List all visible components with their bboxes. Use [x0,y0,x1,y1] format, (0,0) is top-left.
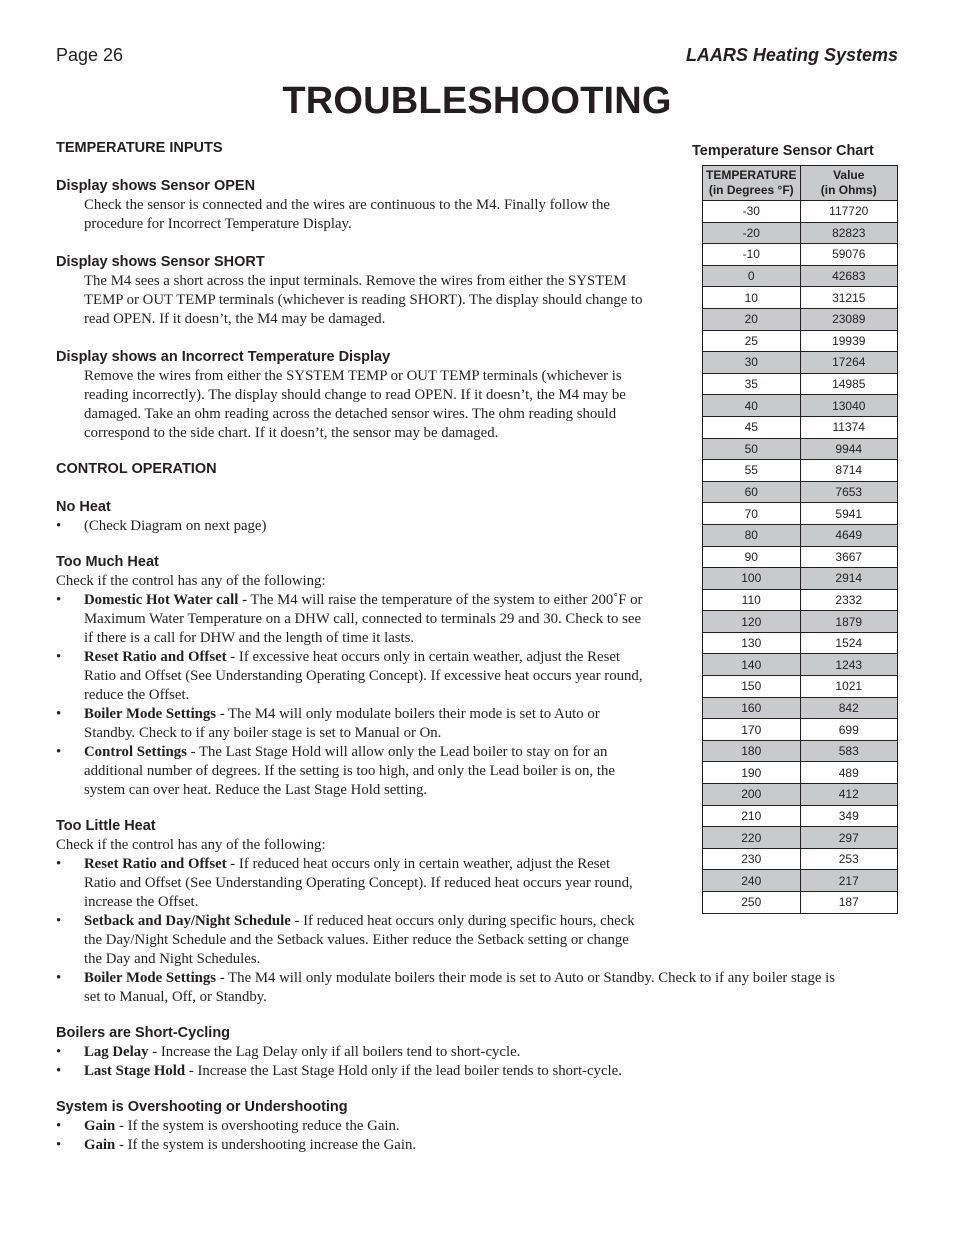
cell-ohms: 412 [800,784,898,806]
cell-ohms: 1021 [800,676,898,698]
list-item: • Reset Ratio and Offset - If reduced heat occurs only in certain weather, adjust the Reset Ratio and Offset (See Understanding Operating Concept). If reduced heat occurs year round, increase the Offset. [56,856,633,910]
subheading-too-little-heat: Too Little Heat [56,818,156,834]
table-row [703,265,898,287]
cell-ohms: 7653 [800,481,898,503]
table-row [703,805,898,827]
cell-temperature: 250 [703,892,801,914]
cell-temperature: 210 [703,805,801,827]
cell-ohms: 842 [800,697,898,719]
cell-temperature: 200 [703,784,801,806]
table-row [703,481,898,503]
table-row [703,654,898,676]
cell-temperature: 50 [703,438,801,460]
cell-temperature: 190 [703,762,801,784]
cell-temperature: 45 [703,416,801,438]
cell-ohms: 1524 [800,632,898,654]
page-title: TROUBLESHOOTING [282,80,672,122]
subheading-sensor-open: Display shows Sensor OPEN [56,178,256,194]
cell-temperature: 240 [703,870,801,892]
cell-ohms: 1879 [800,611,898,633]
table-header-row [703,166,898,201]
table-row [703,395,898,417]
subheading-overshooting: System is Overshooting or Undershooting [56,1099,348,1115]
cell-temperature: 160 [703,697,801,719]
cell-ohms: 31215 [800,287,898,309]
table-row [703,892,898,914]
cell-temperature: 90 [703,546,801,568]
temperature-sensor-table [702,165,898,914]
cell-ohms: 23089 [800,308,898,330]
cell-temperature: 55 [703,460,801,482]
table-row [703,222,898,244]
cell-temperature: 35 [703,373,801,395]
cell-ohms: 1243 [800,654,898,676]
cell-ohms: 489 [800,762,898,784]
cell-ohms: 349 [800,805,898,827]
cell-ohms: 117720 [800,201,898,223]
cell-temperature: 110 [703,589,801,611]
cell-ohms: 699 [800,719,898,741]
cell-ohms: 297 [800,827,898,849]
column-header-temperature: TEMPERATURE (in Degrees °F) [703,166,801,201]
table-row [703,870,898,892]
list-item: • Boiler Mode Settings - The M4 will only modulate boilers their mode is set to Auto or Standby. Check to if any boiler stage is set to Manual, Off, or Standby. [56,970,835,1005]
table-row [703,848,898,870]
cell-temperature: 140 [703,654,801,676]
table-row [703,352,898,374]
column-header-value: Value (in Ohms) [800,166,898,201]
cell-temperature: 40 [703,395,801,417]
section-heading-temperature-inputs: TEMPERATURE INPUTS [56,140,223,156]
cell-temperature: 150 [703,676,801,698]
cell-ohms: 2914 [800,568,898,590]
subheading-short-cycling: Boilers are Short-Cycling [56,1025,231,1041]
cell-temperature: -10 [703,244,801,266]
table-row [703,460,898,482]
cell-ohms: 19939 [800,330,898,352]
table-row [703,568,898,590]
cell-ohms: 82823 [800,222,898,244]
cell-temperature: 80 [703,524,801,546]
cell-ohms: 42683 [800,265,898,287]
table-row [703,632,898,654]
table-row [703,416,898,438]
table-row [703,719,898,741]
cell-ohms: 14985 [800,373,898,395]
list-item: • Gain - If the system is undershooting increase the Gain. [56,1137,417,1153]
table-row [703,589,898,611]
cell-temperature: 230 [703,848,801,870]
cell-temperature: 25 [703,330,801,352]
cell-temperature: -30 [703,201,801,223]
list-item: • Last Stage Hold - Increase the Last Stage Hold only if the lead boiler tends to short-cycle. [56,1063,622,1079]
table-row [703,330,898,352]
cell-ohms: 4649 [800,524,898,546]
cell-temperature: 20 [703,308,801,330]
cell-ohms: 583 [800,740,898,762]
cell-temperature: 170 [703,719,801,741]
subheading-no-heat: No Heat [56,499,111,515]
list-item: • Control Settings - The Last Stage Hold will allow only the Lead boiler to stay on for an additional number of degrees. If the setting is too high, and only the Lead boiler is on, the system can over heat. Reduce the Last Stage Hold setting. [56,744,615,798]
cell-ohms: 187 [800,892,898,914]
table-row [703,697,898,719]
cell-temperature: 70 [703,503,801,525]
table-row [703,762,898,784]
cell-ohms: 253 [800,848,898,870]
cell-ohms: 2332 [800,589,898,611]
sensor-chart-title: Temperature Sensor Chart [692,143,874,159]
list-item: • Lag Delay - Increase the Lag Delay only if all boilers tend to short-cycle. [56,1044,521,1060]
cell-ohms: 17264 [800,352,898,374]
cell-temperature: 120 [703,611,801,633]
list-item: • Domestic Hot Water call - The M4 will raise the temperature of the system to either 200˚F or Maximum Water Temperature on a DHW call, connected to terminals 29 and 30. Check to see if there is a call for DHW and the length of time it lasts. [56,592,643,646]
section-heading-control-operation: CONTROL OPERATION [56,461,217,477]
list-item: • Reset Ratio and Offset - If excessive heat occurs only in certain weather, adjust the Reset Ratio and Offset (See Understanding Operating Concept). If excessive heat occurs year round, reduce the Offset. [56,649,643,703]
cell-temperature: 130 [703,632,801,654]
brand-name: LAARS Heating Systems [685,45,898,65]
table-row [703,373,898,395]
list-item: • Setback and Day/Night Schedule - If reduced heat occurs only during specific hours, check the Day/Night Schedule and the Setback values. Either reduce the Setback setting or change the Day and Night Schedules. [56,913,635,967]
table-row [703,524,898,546]
table-row [703,244,898,266]
cell-ohms: 3667 [800,546,898,568]
cell-temperature: -20 [703,222,801,244]
table-row [703,308,898,330]
table-row [703,287,898,309]
cell-ohms: 13040 [800,395,898,417]
subheading-sensor-short: Display shows Sensor SHORT [56,254,265,270]
paragraph-sensor-open: Check the sensor is connected and the wires are continuous to the M4. Finally follow the procedure for Incorrect Temperature Display. [84,197,610,232]
table-row [703,201,898,223]
table-row [703,740,898,762]
cell-ohms: 5941 [800,503,898,525]
intro-too-much-heat: Check if the control has any of the following: [56,573,326,589]
table-row [703,784,898,806]
cell-ohms: 9944 [800,438,898,460]
cell-temperature: 0 [703,265,801,287]
table-row [703,611,898,633]
list-item: • (Check Diagram on next page) [56,518,267,534]
cell-ohms: 59076 [800,244,898,266]
table-row [703,546,898,568]
list-item: • Gain - If the system is overshooting reduce the Gain. [56,1118,400,1134]
subheading-too-much-heat: Too Much Heat [56,554,159,570]
cell-temperature: 180 [703,740,801,762]
subheading-incorrect-display: Display shows an Incorrect Temperature Display [56,349,391,365]
cell-ohms: 11374 [800,416,898,438]
cell-ohms: 217 [800,870,898,892]
cell-temperature: 100 [703,568,801,590]
cell-ohms: 8714 [800,460,898,482]
table-row [703,827,898,849]
bullet: • [56,518,62,534]
table-row [703,676,898,698]
paragraph-sensor-short: The M4 sees a short across the input terminals. Remove the wires from either the SYSTEM TEMP or OUT TEMP terminals (whichever is reading SHORT). The display should change to read OPEN. If it doesn’t, the M4 may be damaged. [84,273,643,327]
page-number: Page 26 [56,45,124,65]
list-item: • Boiler Mode Settings - The M4 will only modulate boilers their mode is set to Auto or Standby. Check to if any boiler stage is set to Manual or On. [56,706,600,741]
cell-temperature: 220 [703,827,801,849]
table-row [703,438,898,460]
paragraph-incorrect-display: Remove the wires from either the SYSTEM TEMP or OUT TEMP terminals (whichever is reading incorrectly). The display should change to read OPEN. If it doesn’t, the M4 may be damaged. Take an ohm reading across the detached sensor wires. The ohm reading should correspond to the side chart. If it doesn’t, the sensor may be damaged. [84,368,626,441]
table-row [703,503,898,525]
cell-temperature: 60 [703,481,801,503]
cell-temperature: 10 [703,287,801,309]
intro-too-little-heat: Check if the control has any of the following: [56,837,326,853]
cell-temperature: 30 [703,352,801,374]
